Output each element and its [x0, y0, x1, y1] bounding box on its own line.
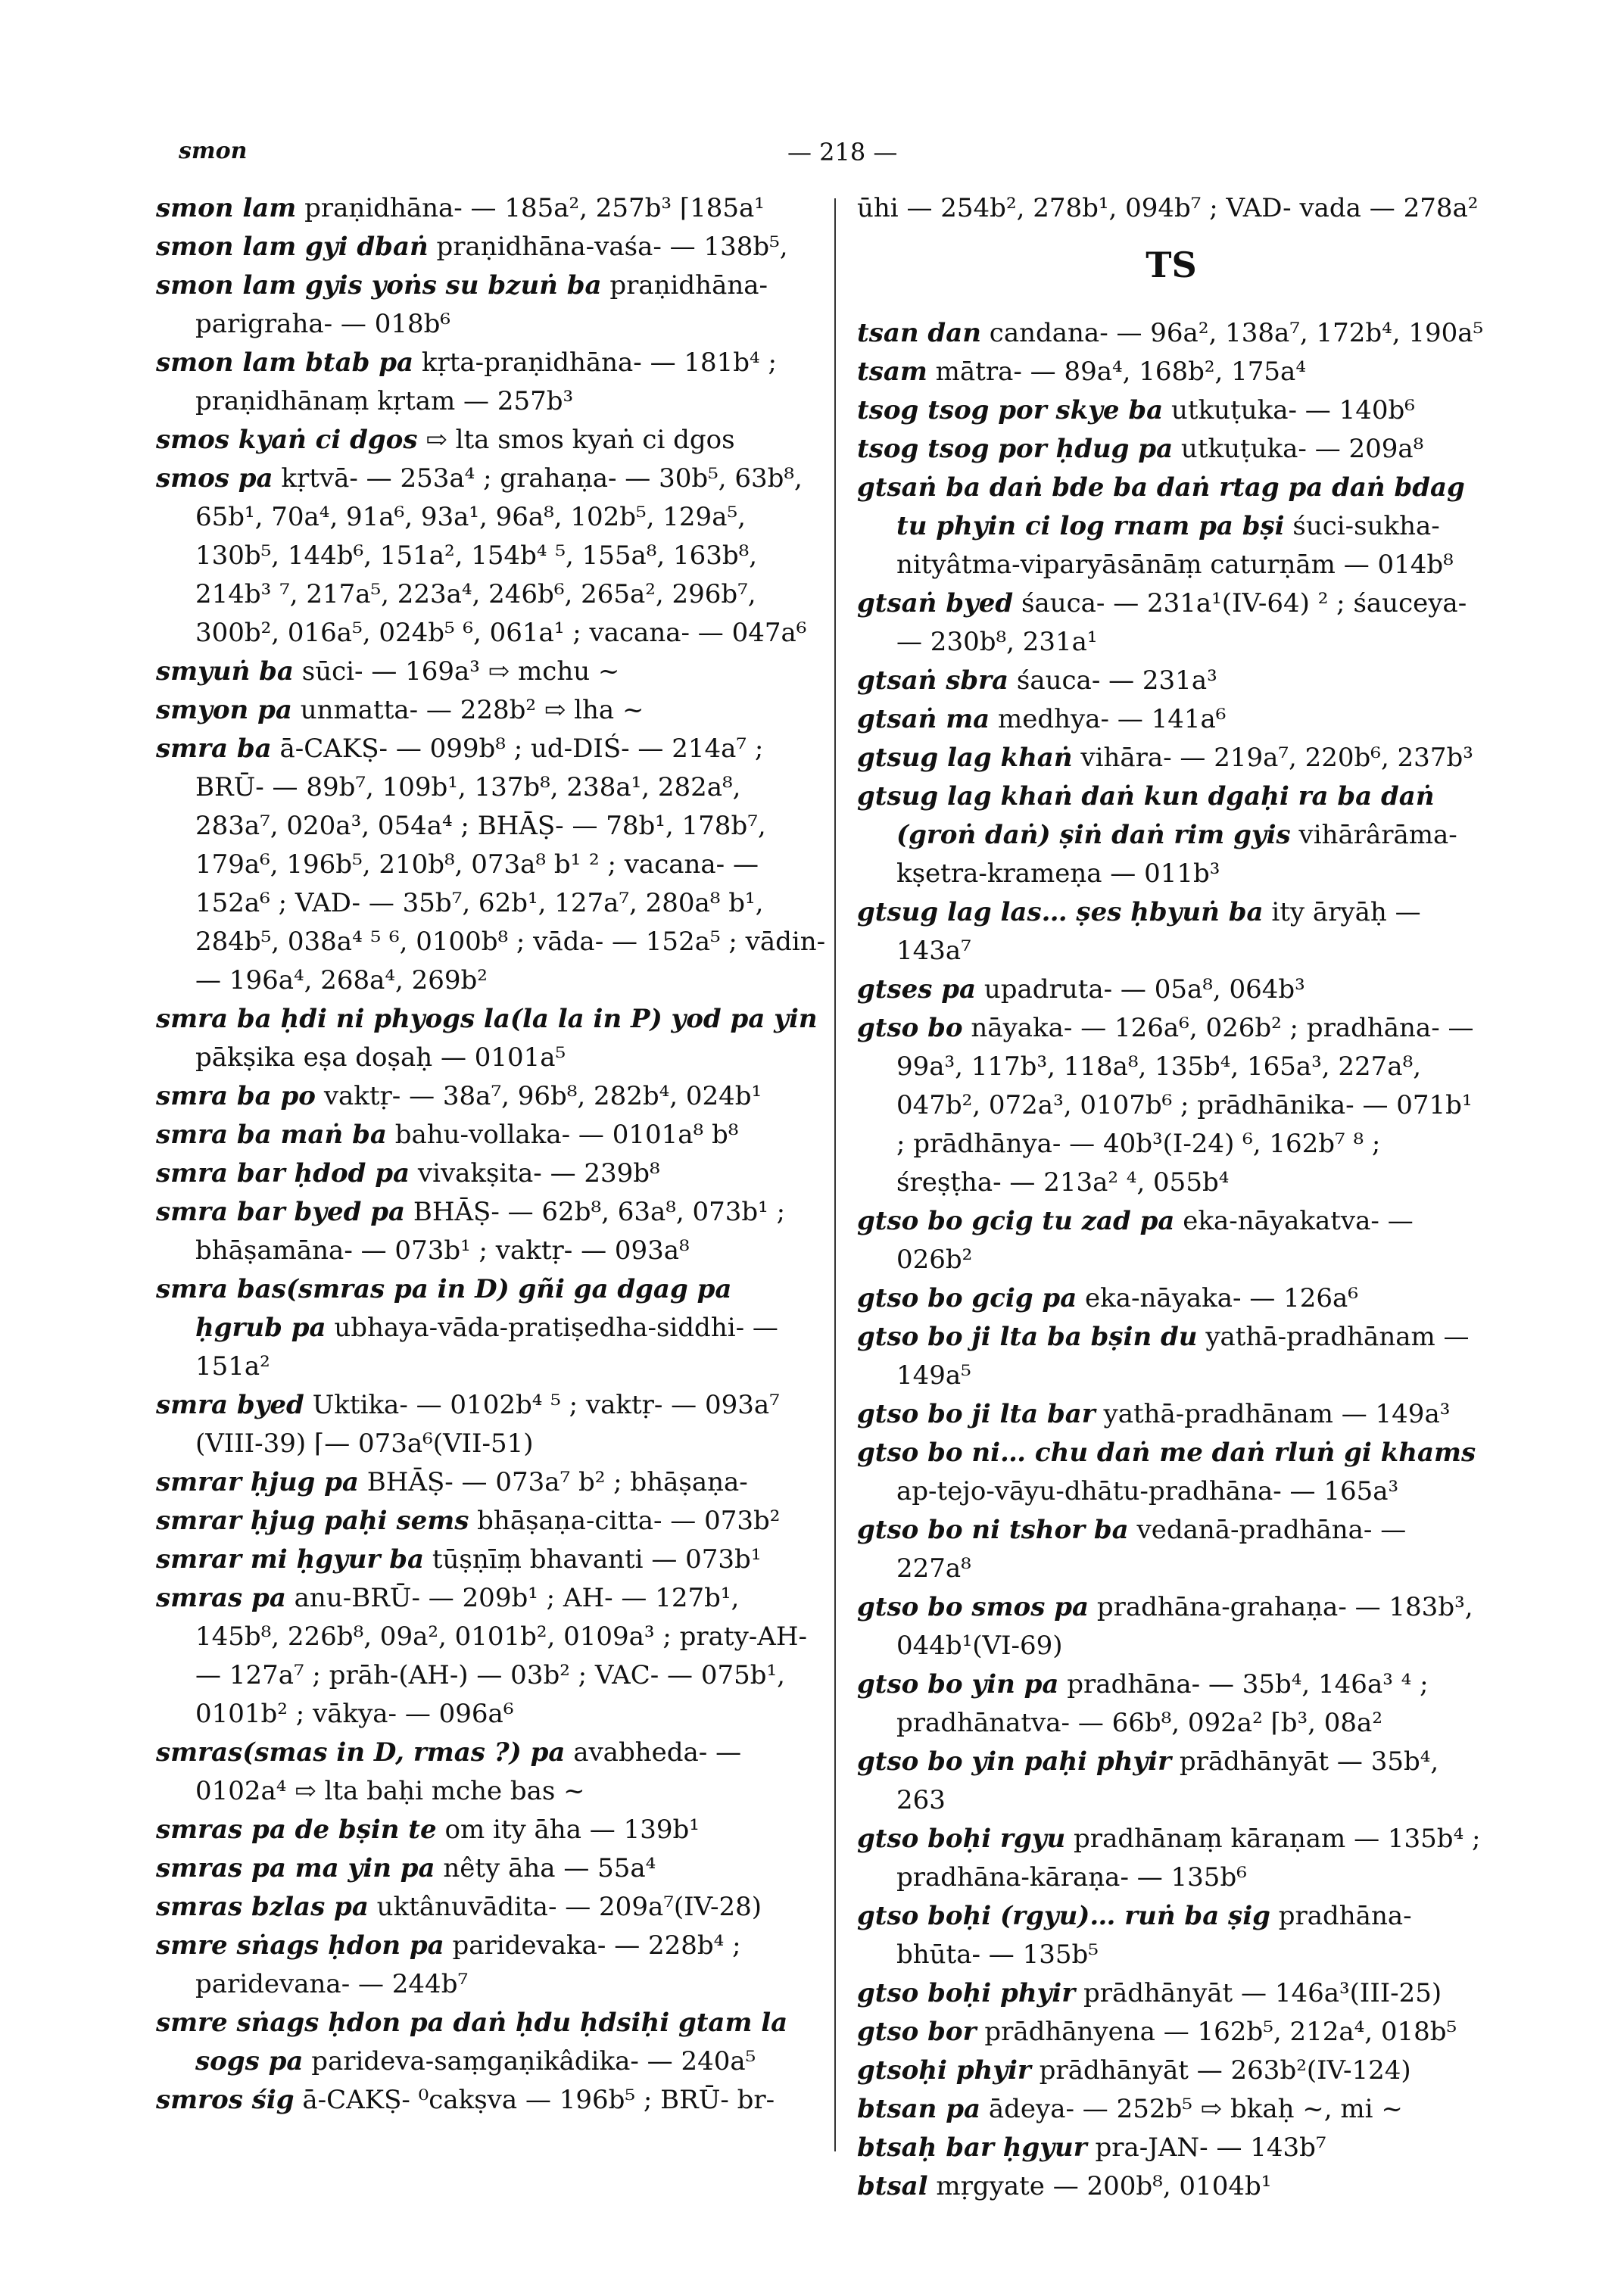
entry-headword: gtso bo ni tshor ba — [857, 1515, 1129, 1545]
dictionary-entry — [857, 893, 1485, 970]
column-divider — [834, 198, 836, 2151]
entry-definition: mṛgyate — 200b⁸, 0104b¹ — [936, 2171, 1272, 2201]
entry-headword: smrar mi ḥgyur ba — [156, 1544, 425, 1575]
left-column — [156, 189, 826, 2120]
dictionary-entry — [156, 189, 826, 228]
entry-headword: smras pa — [156, 1583, 286, 1613]
entry-definition: praṇidhāna-vaśa- — 138b⁵, — [436, 232, 788, 262]
entry-definition: śuci-sukha-nityâtma-viparyāsānāṃ caturṇām — 014b⁸ — [896, 511, 1454, 580]
entry-headword: btsan pa — [857, 2094, 981, 2124]
dictionary-entry — [156, 1927, 826, 2004]
entry-definition: vivakṣita- — 239b⁸ — [417, 1158, 660, 1189]
entry-definition: Uktika- — 0102b⁴ ⁵ ; vaktṛ- — 093a⁷ (VIII-39) ⌈— 073a⁶(VII-51) — [195, 1390, 780, 1459]
entry-definition: vihāra- — 219a⁷, 220b⁶, 237b³ — [1080, 743, 1473, 773]
entry-definition: ā-CAKṢ- — 099b⁸ ; ud-DIŚ- — 214a⁷ ; BRŪ- — 89b⁷, 109b¹, 137b⁸, 238a¹, 282a⁸, 283a⁷, 020a³, 054a⁴ ; BHĀṢ- — 78b¹, 178b⁷, 179a⁶, 196b⁵, 210b⁸, 073a⁸ b¹ ² ; vacana- — 152a⁶ ; VAD- — 35b⁷, 62b¹, 127a⁷, 280a⁸ b¹, 284b⁵, 038a⁴ ⁵ ⁶, 0100b⁸ ; vāda- — 152a⁵ ; vādin- — 196a⁴, 268a⁴, 269b² — [195, 734, 826, 995]
dictionary-entry — [857, 777, 1485, 893]
entry-headword: tsan dan — [857, 318, 981, 348]
dictionary-entry — [156, 2081, 826, 2120]
entry-headword: smra bar ḥdod pa — [156, 1158, 410, 1189]
dictionary-entry — [857, 970, 1485, 1009]
dictionary-entry — [156, 1154, 826, 1193]
entry-definition: prādhānyāt — 263b²(IV-124) — [1039, 2055, 1411, 2086]
entry-definition: vihārârāma-kṣetra-krameṇa — 011b³ — [896, 820, 1457, 889]
dictionary-entry — [156, 421, 826, 460]
entry-headword: smras pa ma yin pa — [156, 1853, 435, 1883]
entry-definition: yathā-pradhānam — 149a⁵ — [896, 1322, 1470, 1391]
entry-definition: śauca- — 231a³ — [1016, 665, 1217, 696]
entry-definition: anu-BRŪ- — 209b¹ ; AH- — 127b¹, 145b⁸, 226b⁸, 09a², 0101b², 0109a³ ; praty-AH- — 127a⁷ ; prāh-(AH-) — 03b² ; VAC- — 075b¹, 0101b² ; vākya- — 096a⁶ — [195, 1583, 807, 1729]
right-column — [857, 189, 1485, 2206]
entry-headword: gtso bo ni… chu daṅ me daṅ rluṅ gi khams — [857, 1438, 1476, 1468]
entry-definition: eka-nāyakatva- — 026b² — [896, 1206, 1414, 1275]
dictionary-entry — [156, 1579, 826, 1734]
dictionary-entry — [857, 314, 1485, 353]
entry-headword: smrar ḥjug paḥi sems — [156, 1506, 469, 1536]
entry-headword: tsog tsog por skye ba — [857, 395, 1164, 425]
entry-definition: mātra- — 89a⁴, 168b², 175a⁴ — [935, 357, 1306, 387]
entry-definition: ubhaya-vāda-pratiṣedha-siddhi- — 151a² — [195, 1313, 778, 1382]
entry-headword: gtso boḥi rgyu — [857, 1824, 1066, 1854]
entry-headword: gtsaṅ ba daṅ bde ba daṅ rtag pa daṅ bdag tu phyin ci log rnam pa bṣi — [857, 472, 1465, 541]
dictionary-entry — [857, 1588, 1485, 1665]
dictionary-entry — [857, 2129, 1485, 2167]
entry-definition: ā-CAKṢ- ⁰cakṣva — 196b⁵ ; BRŪ- br- — [302, 2085, 775, 2115]
entry-definition: uktânuvādita- — 209a⁷(IV-28) — [376, 1892, 762, 1922]
dictionary-entry — [857, 662, 1485, 700]
entry-headword: smyon pa — [156, 695, 292, 725]
dictionary-entry — [156, 1811, 826, 1849]
entry-headword: gtso bo gcig tu zad pa — [857, 1206, 1175, 1236]
dictionary-entry — [857, 430, 1485, 469]
entry-definition: kṛtvā- — 253a⁴ ; grahaṇa- — 30b⁵, 63b⁸, 65b¹, 70a⁴, 91a⁶, 93a¹, 96a⁸, 102b⁵, 129a⁵, 130b⁵, 144b⁶, 151a², 154b⁴ ⁵, 155a⁸, 163b⁸, 214b³ ⁷, 217a⁵, 223a⁴, 246b⁶, 265a², 296b⁷, 300b², 016a⁵, 024b⁵ ⁶, 061a¹ ; vacana- — 047a⁶ — [195, 463, 807, 648]
entry-headword: smos kyaṅ ci dgos — [156, 425, 418, 455]
dictionary-entry — [857, 1318, 1485, 1395]
dictionary-entry — [857, 2052, 1485, 2090]
entry-definition: parideva-saṃgaṇikâdika- — 240a⁵ — [311, 2046, 756, 2076]
entry-definition: bahu-vollaka- — 0101a⁸ b⁸ — [394, 1120, 739, 1150]
entry-definition: pradhāna-bhūta- — 135b⁵ — [896, 1901, 1412, 1970]
dictionary-entry — [156, 1270, 826, 1386]
entry-headword: smre sṅags ḥdon pa daṅ ḥdu ḥdsiḥi gtam la sogs pa — [156, 2008, 788, 2076]
dictionary-entry — [156, 266, 826, 344]
dictionary-entry — [156, 1193, 826, 1270]
entry-definition: candana- — 96a², 138a⁷, 172b⁴, 190a⁵ — [989, 318, 1484, 348]
entry-headword: smra bar byed pa — [156, 1197, 406, 1227]
dictionary-entry — [156, 1888, 826, 1927]
entry-headword: gtso bo yin paḥi phyir — [857, 1746, 1172, 1777]
entry-definition: ity āryāḥ — 143a⁷ — [896, 897, 1421, 966]
entry-headword: smon lam gyi dbaṅ — [156, 232, 429, 262]
entry-definition: utkuṭuka- — 140b⁶ — [1171, 395, 1415, 425]
continued-entry — [857, 189, 1485, 228]
entry-definition: nêty āha — 55a⁴ — [443, 1853, 656, 1883]
entry-headword: gtso bo ji lta bar — [857, 1399, 1096, 1429]
dictionary-entry — [857, 353, 1485, 391]
entry-definition: pradhānaṃ kāraṇam — 135b⁴ ; pradhāna-kāraṇa- — 135b⁶ — [896, 1824, 1481, 1893]
entry-headword: smra ba maṅ ba — [156, 1120, 387, 1150]
dictionary-entry — [857, 1009, 1485, 1202]
entry-definition: ādeya- — 252b⁵ ⇨ bkaḥ ~, mi ~ — [988, 2094, 1403, 2124]
page-number: — 218 — — [787, 138, 898, 167]
dictionary-entry — [156, 1502, 826, 1541]
entry-definition: ⇨ lta smos kyaṅ ci dgos — [425, 425, 735, 455]
dictionary-entry — [156, 1734, 826, 1811]
dictionary-entry — [857, 1974, 1485, 2013]
entry-headword: smras bzlas pa — [156, 1892, 369, 1922]
dictionary-entry — [857, 2090, 1485, 2129]
dictionary-entry — [857, 739, 1485, 777]
entry-definition: BHĀṢ- — 62b⁸, 63a⁸, 073b¹ ; bhāṣamāna- — 073b¹ ; vaktṛ- — 093a⁸ — [195, 1197, 786, 1266]
entry-definition: om ity āha — 139b¹ — [444, 1815, 700, 1845]
entry-definition: pākṣika eṣa doṣaḥ — 0101a⁵ — [195, 1042, 566, 1073]
entry-headword: smra bas(smras pa in D) gñi ga dgag pa ḥgrub pa — [156, 1274, 732, 1343]
dictionary-entry — [857, 700, 1485, 739]
entry-headword: smra ba — [156, 734, 272, 764]
entry-definition: pra-JAN- — 143b⁷ — [1095, 2133, 1326, 2163]
entry-headword: gtso bo — [857, 1013, 963, 1043]
dictionary-entry — [156, 1463, 826, 1502]
entry-definition: prādhānyāt — 35b⁴, 263 — [896, 1746, 1439, 1815]
entry-headword: smyuṅ ba — [156, 656, 294, 687]
entry-definition: nāyaka- — 126a⁶, 026b² ; pradhāna- — 99a³, 117b³, 118a⁸, 135b⁴, 165a³, 227a⁸, 047b², 072a³, 0107b⁶ ; prādhānika- — 071b¹ ; prādhānya- — 40b³(I-24) ⁶, 162b⁷ ⁸ ; śreṣṭha- — 213a² ⁴, 055b⁴ — [896, 1013, 1474, 1198]
entry-headword: smre sṅags ḥdon pa — [156, 1930, 444, 1961]
entry-definition: kṛta-praṇidhāna- — 181b⁴ ; praṇidhānaṃ kṛtam — 257b³ — [195, 347, 777, 416]
dictionary-entry — [156, 2004, 826, 2081]
dictionary-entry — [156, 460, 826, 653]
entry-headword: smra ba ḥdi ni phyogs la(la la in P) yod pa yin — [156, 1004, 818, 1034]
entry-definition: bhāṣaṇa-citta- — 073b² — [477, 1506, 781, 1536]
entry-headword: gtso bo gcig pa — [857, 1283, 1077, 1313]
entry-headword: gtso bo smos pa — [857, 1592, 1089, 1622]
section-heading: TS — [1146, 245, 1197, 285]
entry-definition: unmatta- — 228b² ⇨ lha ~ — [300, 695, 644, 725]
entry-definition: pradhāna-grahaṇa- — 183b³, 044b¹(VI-69) — [896, 1592, 1473, 1661]
entry-headword: gtsoḥi phyir — [857, 2055, 1031, 2086]
dictionary-entry — [156, 1116, 826, 1154]
dictionary-entry — [156, 1000, 826, 1077]
dictionary-entry — [156, 1849, 826, 1888]
entry-headword: btsaḥ bar ḥgyur — [857, 2133, 1087, 2163]
entry-headword: gtsaṅ byed — [857, 588, 1014, 618]
dictionary-entry — [857, 1897, 1485, 1974]
entry-definition: avabheda- — 0102a⁴ ⇨ lta baḥi mche bas ~ — [195, 1737, 742, 1806]
entry-headword: smon lam gyis yoṅs su bzuṅ ba — [156, 270, 602, 301]
entry-definition: BHĀṢ- — 073a⁷ b² ; bhāṣaṇa- — [366, 1467, 748, 1497]
entry-headword: gtso boḥi phyir — [857, 1978, 1076, 2008]
dictionary-entry — [857, 469, 1485, 584]
entry-headword: smon lam btab pa — [156, 347, 414, 378]
right-entries — [857, 314, 1485, 2206]
entry-headword: gtsug lag khaṅ — [857, 743, 1073, 773]
entry-headword: gtses pa — [857, 974, 977, 1005]
entry-headword: gtso bo ji lta ba bṣin du — [857, 1322, 1198, 1352]
entry-headword: smras(smas in D, rmas ?) pa — [156, 1737, 566, 1768]
entry-definition: ap-tejo-vāyu-dhātu-pradhāna- — 165a³ — [896, 1476, 1399, 1506]
dictionary-entry — [857, 1511, 1485, 1588]
entry-headword: gtso bor — [857, 2017, 977, 2047]
entry-definition: prādhānyāt — 146a³(III-25) — [1083, 1978, 1442, 2008]
entry-headword: smon lam — [156, 193, 297, 223]
dictionary-entry — [857, 1202, 1485, 1279]
dictionary-entry — [857, 584, 1485, 662]
dictionary-entry — [156, 691, 826, 730]
entry-headword: gtsug lag las… ṣes ḥbyuṅ ba — [857, 897, 1264, 927]
entry-definition: paridevaka- — 228b⁴ ; paridevana- — 244b⁷ — [195, 1930, 741, 1999]
entry-headword: gtso boḥi (rgyu)… ruṅ ba ṣig — [857, 1901, 1270, 1931]
entry-definition: tūṣṇīṃ bhavanti — 073b¹ — [432, 1544, 762, 1575]
dictionary-entry — [857, 1820, 1485, 1897]
entry-headword: gtsug lag khaṅ daṅ kun dgaḥi ra ba daṅ (groṅ daṅ) ṣiṅ daṅ rim gyis — [857, 781, 1435, 850]
entry-definition: medhya- — 141a⁶ — [998, 704, 1227, 734]
entry-definition: upadruta- — 05a⁸, 064b³ — [983, 974, 1305, 1005]
entry-headword: smra byed — [156, 1390, 304, 1420]
dictionary-entry — [857, 1434, 1485, 1511]
dictionary-entry — [156, 1386, 826, 1463]
dictionary-entry — [857, 391, 1485, 430]
dictionary-entry — [156, 1077, 826, 1116]
entry-headword: smros śig — [156, 2085, 295, 2115]
entry-headword: smras pa de bṣin te — [156, 1815, 437, 1845]
dictionary-entry — [156, 344, 826, 421]
entry-headword: smra ba po — [156, 1081, 316, 1111]
dictionary-entry — [156, 1541, 826, 1579]
entry-definition: pradhāna- — 35b⁴, 146a³ ⁴ ; pradhānatva- — 66b⁸, 092a² ⌈b³, 08a² — [896, 1669, 1429, 1738]
entry-definition: praṇidhāna- — 185a², 257b³ ⌈185a¹ — [304, 193, 765, 223]
dictionary-entry — [857, 1395, 1485, 1434]
entry-headword: gtsaṅ sbra — [857, 665, 1009, 696]
running-head: smon — [179, 138, 248, 164]
dictionary-entry — [857, 1665, 1485, 1743]
dictionary-entry — [156, 228, 826, 266]
entry-definition: sūci- — 169a³ ⇨ mchu ~ — [301, 656, 620, 687]
entry-definition: yathā-pradhānam — 149a³ — [1103, 1399, 1451, 1429]
entry-headword: tsog tsog por ḥdug pa — [857, 434, 1174, 464]
dictionary-entry — [857, 2167, 1485, 2206]
entry-definition: ūhi — 254b², 278b¹, 094b⁷ ; VAD- vada — 278a² — [857, 193, 1479, 223]
entry-definition: vedanā-pradhāna- — 227a⁸ — [896, 1515, 1407, 1584]
entry-definition: utkuṭuka- — 209a⁸ — [1180, 434, 1424, 464]
entry-definition: prādhānyena — 162b⁵, 212a⁴, 018b⁵ — [984, 2017, 1457, 2047]
entry-headword: btsal — [857, 2171, 928, 2201]
entry-headword: smrar ḥjug pa — [156, 1467, 359, 1497]
dictionary-entry — [156, 653, 826, 691]
entry-headword: gtsaṅ ma — [857, 704, 990, 734]
entry-definition: śauca- — 231a¹(IV-64) ² ; śauceya- — 230b⁸, 231a¹ — [896, 588, 1467, 657]
entry-headword: gtso bo yin pa — [857, 1669, 1059, 1699]
dictionary-entry — [857, 2013, 1485, 2052]
dictionary-entry — [156, 730, 826, 1000]
entry-definition: praṇidhāna-parigraha- — 018b⁶ — [195, 270, 768, 339]
dictionary-entry — [857, 1743, 1485, 1820]
entry-definition: vaktṛ- — 38a⁷, 96b⁸, 282b⁴, 024b¹ — [323, 1081, 762, 1111]
dictionary-entry — [857, 1279, 1485, 1318]
entry-headword: smos pa — [156, 463, 273, 494]
entry-definition: eka-nāyaka- — 126a⁶ — [1085, 1283, 1358, 1313]
entry-headword: tsam — [857, 357, 927, 387]
